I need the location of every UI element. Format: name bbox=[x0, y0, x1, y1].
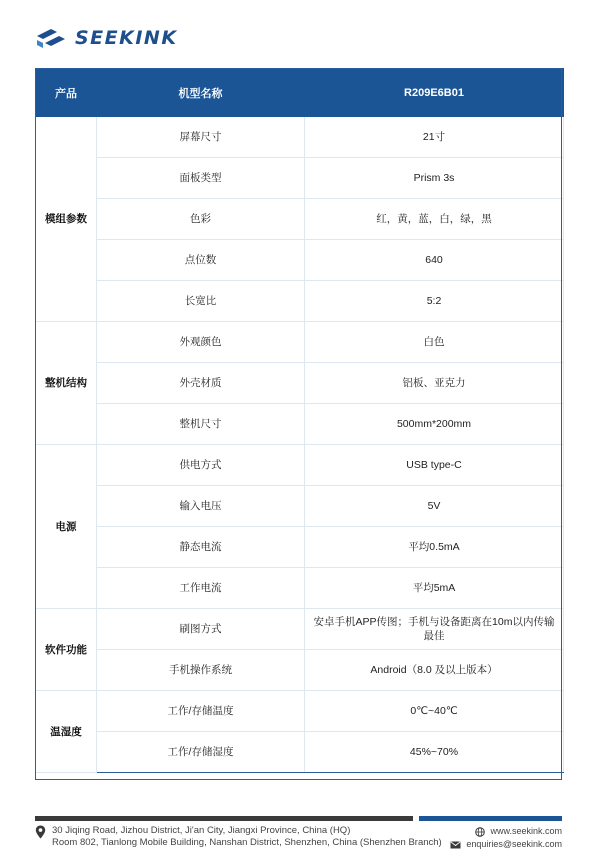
group-label-environment: 温湿度 bbox=[36, 691, 97, 773]
table-row bbox=[36, 486, 564, 527]
table-row bbox=[36, 609, 564, 650]
param-name: 色彩 bbox=[97, 199, 305, 240]
address-line-hq: 30 Jiqing Road, Jizhou District, Ji'an City, Jiangxi Province, China (HQ) bbox=[52, 825, 351, 836]
param-name: 外观颜色 bbox=[97, 322, 305, 363]
param-name: 工作电流 bbox=[97, 568, 305, 609]
table-row bbox=[36, 404, 564, 445]
table-row bbox=[36, 650, 564, 691]
group-label-power: 电源 bbox=[36, 445, 97, 609]
brand-name: SEEKINK bbox=[75, 27, 178, 49]
table-row bbox=[36, 527, 564, 568]
table-row bbox=[36, 199, 564, 240]
header-product: 产品 bbox=[36, 69, 97, 117]
param-value: 21寸 bbox=[305, 117, 564, 158]
param-value: USB type-C bbox=[305, 445, 564, 486]
brand-logo bbox=[35, 26, 178, 50]
param-value: 45%~70% bbox=[305, 732, 564, 773]
param-name: 面板类型 bbox=[97, 158, 305, 199]
param-name: 刷图方式 bbox=[97, 609, 305, 650]
group-label-module: 模组参数 bbox=[36, 117, 97, 322]
footer-divider-accent bbox=[419, 816, 562, 821]
table-row bbox=[36, 240, 564, 281]
email-link[interactable]: enquiries@seekink.com bbox=[466, 839, 562, 849]
mail-icon bbox=[450, 841, 461, 849]
param-value: 500mm*200mm bbox=[305, 404, 564, 445]
param-value: 0℃~40℃ bbox=[305, 691, 564, 732]
table-row bbox=[36, 281, 564, 322]
param-value: 平均0.5mA bbox=[305, 527, 564, 568]
location-pin-icon bbox=[35, 825, 46, 839]
spec-table bbox=[35, 68, 564, 773]
param-value: 5V bbox=[305, 486, 564, 527]
param-value: 铝板、亚克力 bbox=[305, 363, 564, 404]
footer-address bbox=[35, 825, 442, 849]
group-label-software: 软件功能 bbox=[36, 609, 97, 691]
globe-icon bbox=[475, 827, 485, 837]
header-model-name: 机型名称 bbox=[97, 69, 305, 117]
seekink-logo-mark-icon bbox=[35, 26, 67, 50]
table-row bbox=[36, 117, 564, 158]
param-name: 工作/存储温度 bbox=[97, 691, 305, 732]
email-line bbox=[450, 838, 562, 851]
param-name: 手机操作系统 bbox=[97, 650, 305, 691]
param-name: 屏幕尺寸 bbox=[97, 117, 305, 158]
param-value: 白色 bbox=[305, 322, 564, 363]
param-name: 点位数 bbox=[97, 240, 305, 281]
table-row bbox=[36, 363, 564, 404]
param-value: Android（8.0 及以上版本） bbox=[305, 650, 564, 691]
param-value: 平均5mA bbox=[305, 568, 564, 609]
table-row bbox=[36, 322, 564, 363]
param-name: 工作/存储湿度 bbox=[97, 732, 305, 773]
param-value: 安卓手机APP传图；手机与设备距离在10m以内传输最佳 bbox=[305, 609, 564, 650]
param-name: 外壳材质 bbox=[97, 363, 305, 404]
param-name: 长宽比 bbox=[97, 281, 305, 322]
table-row bbox=[36, 732, 564, 773]
website-line bbox=[450, 825, 562, 838]
footer-contact bbox=[450, 825, 562, 851]
param-value: 5:2 bbox=[305, 281, 564, 322]
group-label-structure: 整机结构 bbox=[36, 322, 97, 445]
header-model-code: R209E6B01 bbox=[305, 69, 564, 117]
param-name: 供电方式 bbox=[97, 445, 305, 486]
param-name: 静态电流 bbox=[97, 527, 305, 568]
website-link[interactable]: www.seekink.com bbox=[490, 826, 562, 836]
table-row bbox=[36, 445, 564, 486]
param-value: 红，黄，蓝，白，绿，黑 bbox=[305, 199, 564, 240]
param-value: 640 bbox=[305, 240, 564, 281]
param-value: Prism 3s bbox=[305, 158, 564, 199]
table-row bbox=[36, 158, 564, 199]
table-header-row bbox=[36, 69, 564, 117]
table-row bbox=[36, 691, 564, 732]
footer-divider-dark bbox=[35, 816, 413, 821]
param-name: 输入电压 bbox=[97, 486, 305, 527]
address-line-branch: Room 802, Tianlong Mobile Building, Nanshan District, Shenzhen, China (Shenzhen Branch) bbox=[52, 837, 442, 848]
param-name: 整机尺寸 bbox=[97, 404, 305, 445]
table-row bbox=[36, 568, 564, 609]
